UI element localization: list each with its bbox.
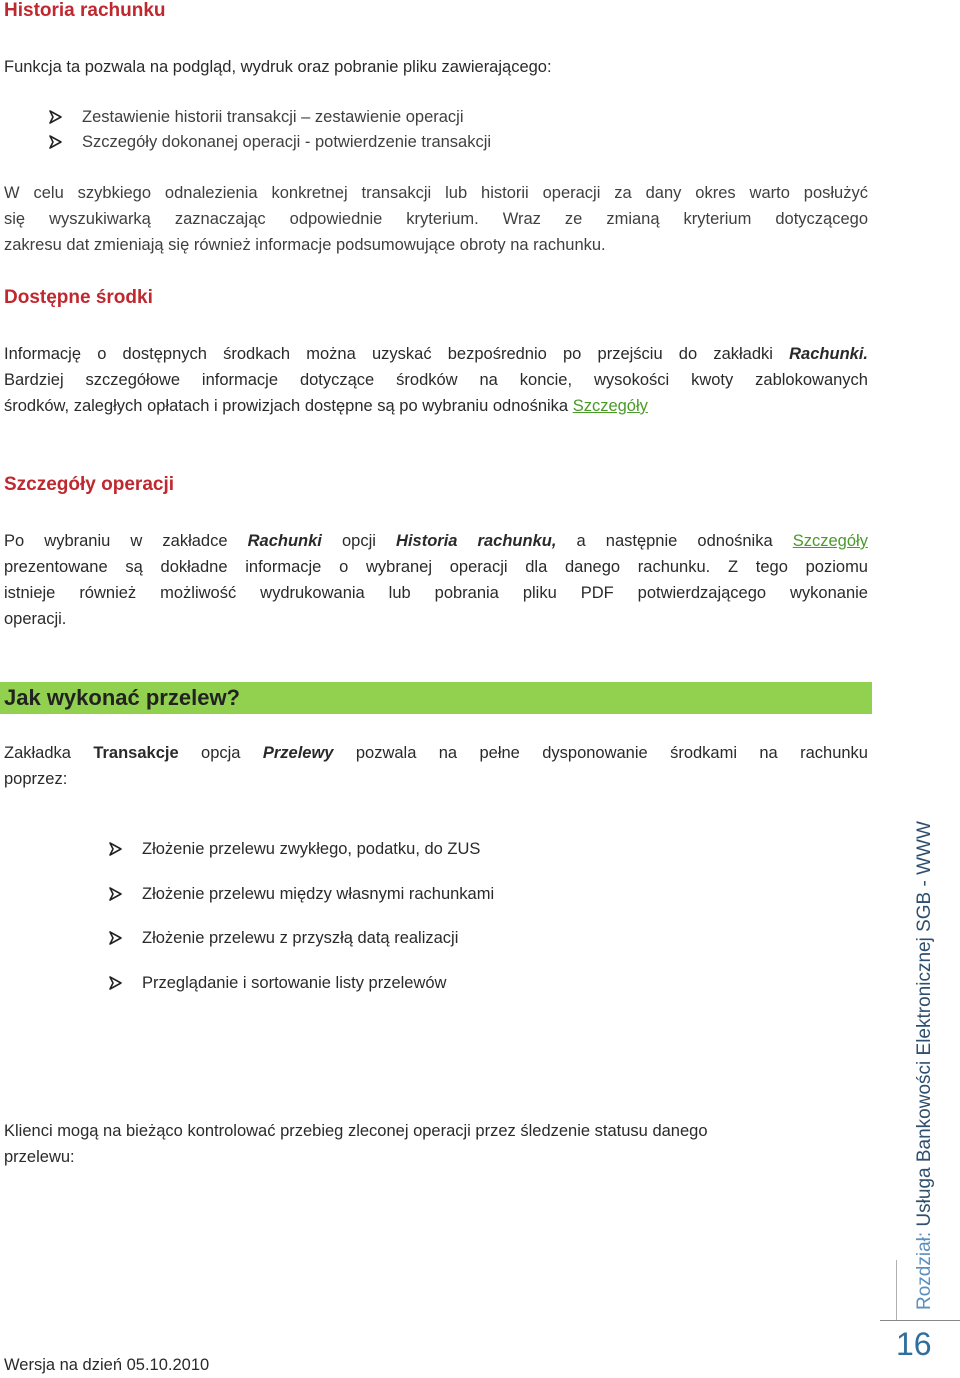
historia-para-line-3: zakresu dat zmieniają się również informacje podsumowujące obroty na rachunku. xyxy=(4,236,606,254)
side-divider xyxy=(896,1260,897,1320)
historia-para-line-1: W celu szybkiego odnalezienia konkretnej transakcji lub historii operacji za dany okres warto posłużyć xyxy=(4,184,868,202)
dostepne-line-1 xyxy=(4,341,868,367)
list-item xyxy=(48,104,464,130)
rachunki-tab-emphasis: Rachunki xyxy=(247,532,322,550)
section-title-dostepne: Dostępne środki xyxy=(4,287,153,308)
arrow-bullet-icon xyxy=(48,134,64,150)
list-item xyxy=(108,925,458,951)
rachunki-emphasis: Rachunki. xyxy=(789,345,868,363)
transakcje-emphasis: Transakcje xyxy=(93,744,179,762)
szczegoly-line-1-e: a następnie odnośnika xyxy=(576,532,773,550)
szczegoly-line-2: prezentowane są dokładne informacje o wybranej operacji dla danego rachunku. Z tego poziomu xyxy=(4,558,868,576)
przelew-bullet-1: Złożenie przelewu zwykłego, podatku, do ZUS xyxy=(142,840,481,858)
arrow-bullet-icon xyxy=(48,109,64,125)
przelew-line-1-c: opcja xyxy=(201,744,241,762)
dostepne-line-3 xyxy=(4,393,648,419)
przelew-line-2: poprzez: xyxy=(4,770,68,788)
historia-bullet-2: Szczegóły dokonanej operacji - potwierdzenie transakcji xyxy=(82,133,492,151)
section-title-szczegoly: Szczegóły operacji xyxy=(4,474,175,495)
section-banner-przelew xyxy=(0,682,872,714)
page-number-divider xyxy=(880,1320,960,1321)
closing-line-1: Klienci mogą na bieżąco kontrolować przebieg zleconej operacji przez śledzenie statusu danego xyxy=(4,1122,708,1140)
przelew-line-1-e: pozwala na pełne dysponowanie środkami na rachunku xyxy=(355,744,868,762)
historia-rachunku-emphasis: Historia rachunku, xyxy=(396,532,557,550)
szczegoly-line-1-c: opcji xyxy=(342,532,376,550)
szczegoly-link-2[interactable]: Szczegóły xyxy=(792,532,868,550)
list-item xyxy=(108,881,494,907)
arrow-bullet-icon xyxy=(108,841,124,857)
page-number: 16 xyxy=(896,1326,932,1362)
arrow-bullet-icon xyxy=(108,930,124,946)
historia-para-line-2: się wyszukiwarką zaznaczając odpowiednie kryterium. Wraz ze zmianą kryterium dotyczącego xyxy=(4,210,868,228)
chapter-side-label xyxy=(914,821,936,1310)
chapter-label: Rozdział: xyxy=(914,1231,935,1310)
szczegoly-link[interactable]: Szczegóły xyxy=(572,397,648,415)
list-item xyxy=(48,129,491,155)
przelew-line-1-a: Zakładka xyxy=(4,744,71,762)
przelew-bullet-2: Złożenie przelewu między własnymi rachunkami xyxy=(142,885,495,903)
historia-bullet-1: Zestawienie historii transakcji – zestawienie operacji xyxy=(82,108,464,126)
chapter-title: Usługa Bankowości Elektronicznej SGB - WWW xyxy=(914,821,935,1227)
version-footer: Wersja na dzień 05.10.2010 xyxy=(4,1356,210,1374)
szczegoly-line-3: istnieje również możliwość wydrukowania lub pobrania pliku PDF potwierdzającego wykonanie xyxy=(4,584,868,602)
arrow-bullet-icon xyxy=(108,886,124,902)
dostepne-line-3-text: środków, zaległych opłatach i prowizjach dostępne są po wybraniu odnośnika xyxy=(4,397,569,415)
szczegoly-line-1-a: Po wybraniu w zakładce xyxy=(4,532,228,550)
dostepne-line-2: Bardziej szczegółowe informacje dotyczące środków na koncie, wysokości kwoty zablokowanych xyxy=(4,371,868,389)
przelew-bullet-4: Przeglądanie i sortowanie listy przelewów xyxy=(142,974,447,992)
przelew-bullet-3: Złożenie przelewu z przyszłą datą realizacji xyxy=(142,929,459,947)
dostepne-line-1-text: Informację o dostępnych środkach można uzyskać bezpośrednio po przejściu do zakładki xyxy=(4,345,773,363)
section-title-przelew: Jak wykonać przelew? xyxy=(4,685,240,710)
historia-intro: Funkcja ta pozwala na podgląd, wydruk oraz pobranie pliku zawierającego: xyxy=(4,58,552,76)
przelew-line-1 xyxy=(4,740,868,766)
szczegoly-line-4: operacji. xyxy=(4,610,67,628)
przelewy-emphasis: Przelewy xyxy=(262,744,334,762)
arrow-bullet-icon xyxy=(108,975,124,991)
list-item xyxy=(108,970,446,996)
section-title-historia: Historia rachunku xyxy=(4,0,166,21)
szczegoly-line-1 xyxy=(4,528,868,554)
list-item xyxy=(108,836,480,862)
closing-line-2: przelewu: xyxy=(4,1148,75,1166)
